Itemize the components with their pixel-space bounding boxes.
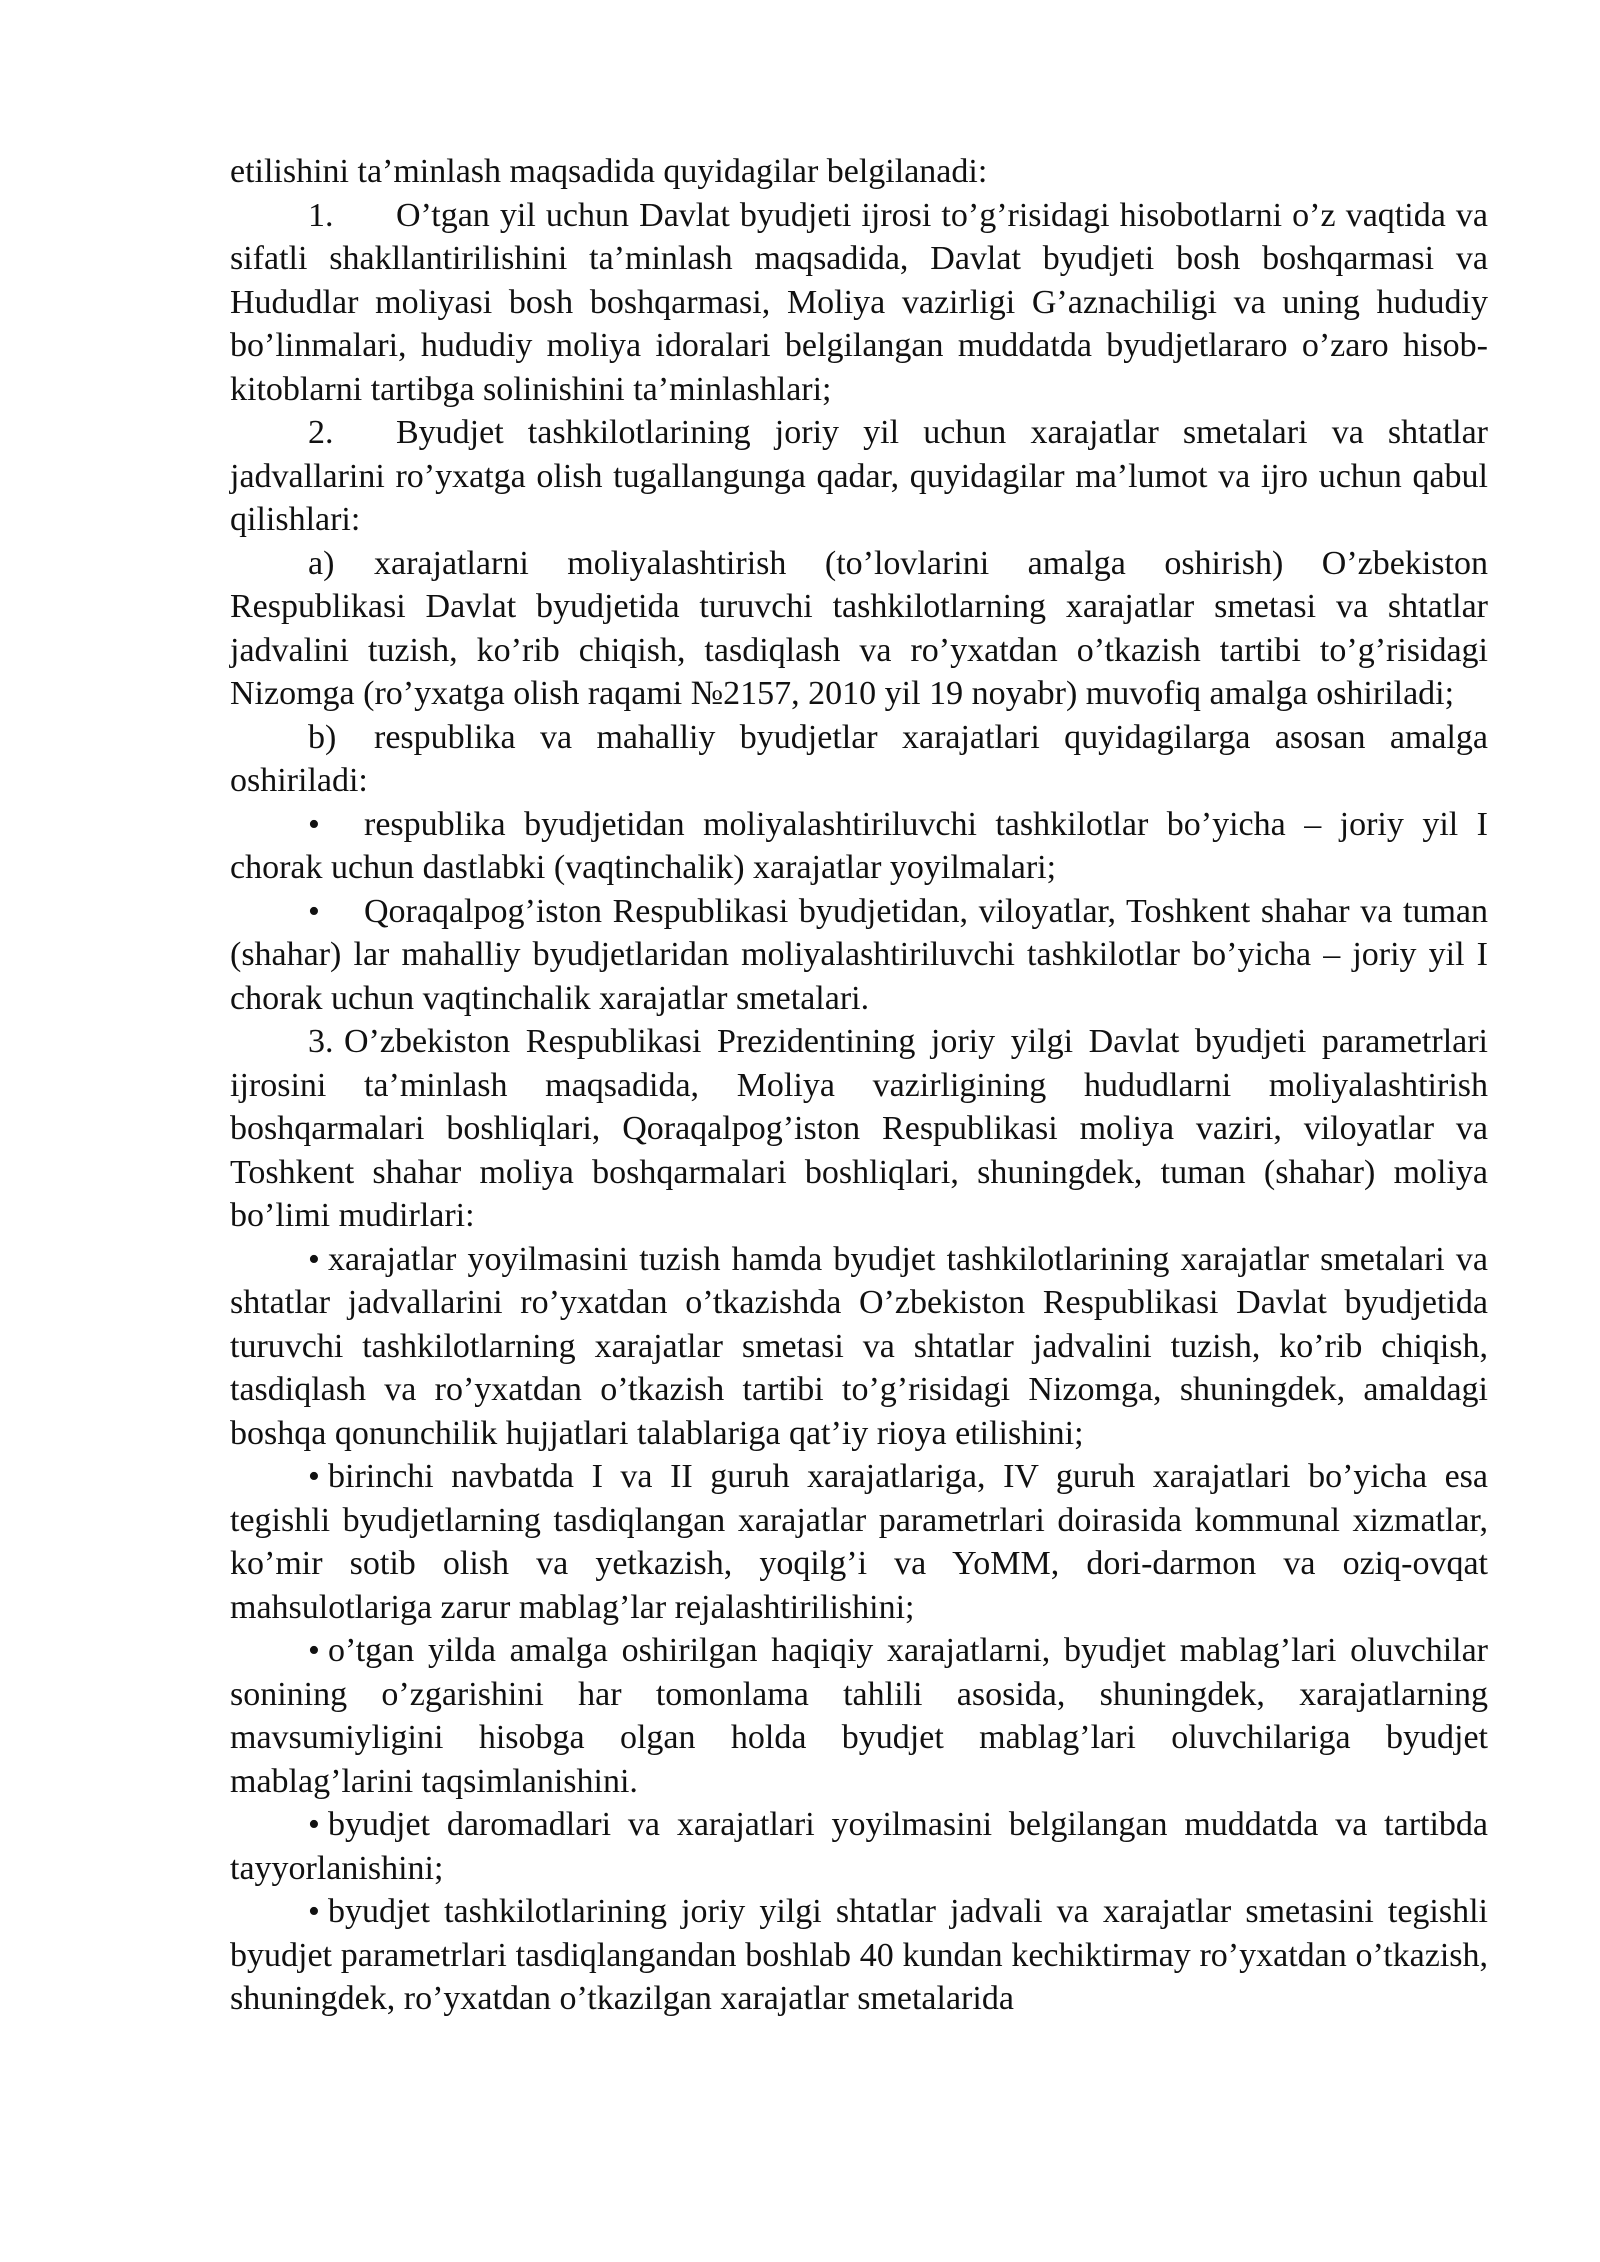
paragraph-text: o’tgan yilda amalga oshirilgan haqiqiy xarajatlarni, byudjet mablag’lari oluvchilar sonining o’zgarishini har tomonlama tahlili asosida, shuningdek, xarajatlarning mavsumiyligini hisobga olgan holda byudjet mablag’lari oluvchilariga byudjet mablag’larini taqsimlanishini. (230, 1632, 1488, 1800)
numbered-item-3 (230, 1020, 1488, 1238)
paragraph-text: etilishini ta’minlash maqsadida quyidagilar belgilanadi: (230, 153, 988, 190)
bullet-icon: • (308, 1893, 320, 1930)
paragraph-text: xarajatlarni moliyalashtirish (to’lovlarini amalga oshirish) O’zbekiston Respublikasi Davlat byudjetida turuvchi tashkilotlarning xarajatlar smetasi va shtatlar jadvalini tuzish, ko’rib chiqish, tasdiqlash va ro’yxatdan o’tkazish tartibi to’g’risidagi Nizomga (ro’yxatga olish raqami №2157, 2010 yil 19 noyabr) muvofiq amalga oshiriladi; (230, 544, 1488, 712)
bullet-item (230, 1455, 1488, 1629)
item-number: 3. (308, 1023, 334, 1060)
paragraph-text: Byudjet tashkilotlarining joriy yil uchun xarajatlar smetalari va shtatlar jadvallarini ro’yxatga olish tugallangunga qadar, quyidagilar ma’lumot va ijro uchun qabul qilishlari: (230, 414, 1488, 538)
numbered-item-1 (230, 194, 1488, 412)
paragraph-text: byudjet tashkilotlarining joriy yilgi shtatlar jadvali va xarajatlar smetasini tegishli byudjet parametrlari tasdiqlangandan boshlab 40 kundan kechiktirmay ro’yxatdan o’tkazish, shuningdek, ro’yxatdan o’tkazilgan xarajatlar smetalarida (230, 1893, 1488, 2017)
paragraph-text: respublika byudjetidan moliyalashtiriluvchi tashkilotlar bo’yicha – joriy yil I chorak uchun dastlabki (vaqtinchalik) xarajatlar yoyilmalari; (230, 805, 1488, 886)
item-number: 1. (308, 196, 334, 234)
item-number: 2. (308, 414, 334, 451)
lettered-item-a (230, 542, 1488, 716)
bullet-icon: • (308, 1458, 320, 1495)
paragraph-text: xarajatlar yoyilmasini tuzish hamda byudjet tashkilotlarining xarajatlar smetalari va shtatlar jadvallarini ro’yxatdan o’tkazishda O’zbekiston Respublikasi Davlat byudjetida turuvchi tashkilotlarning xarajatlar smetasi va shtatlar jadvalini tuzish, ko’rib chiqish, tasdiqlash va ro’yxatdan o’tkazish tartibi to’g’risidagi Nizomga, shuningdek, amaldagi boshqa qonunchilik hujjatlari talablariga qat’iy rioya etilishini; (230, 1240, 1488, 1452)
item-letter: a) (308, 544, 335, 582)
bullet-item (230, 1803, 1488, 1890)
lettered-item-b (230, 716, 1488, 803)
bullet-item (230, 1238, 1488, 1456)
bullet-icon: • (308, 1632, 320, 1669)
paragraph-text: Qoraqalpog’iston Respublikasi byudjetidan, viloyatlar, Toshkent shahar va tuman (shahar) lar mahalliy byudjetlaridan moliyalashtiriluvchi tashkilotlar bo’yicha – joriy yil I chorak uchun vaqtinchalik xarajatlar smetalari. (230, 892, 1488, 1017)
bullet-icon: • (308, 892, 320, 930)
paragraph-text: byudjet daromadlari va xarajatlari yoyilmasini belgilangan muddatda va tartibda tayyorlanishini; (230, 1806, 1488, 1887)
paragraph-intro-continuation (230, 150, 1488, 194)
bullet-item (230, 1890, 1488, 2021)
paragraph-text: O’tgan yil uchun Davlat byudjeti ijrosi to’g’risidagi hisobotlarni o’z vaqtida va sifatli shakllantirilishini ta’minlash maqsadida, Davlat byudjeti bosh boshqarmasi va Hududlar moliyasi bosh boshqarmasi, Moliya vazirligi G’aznachiligi va uning hududiy bo’linmalari, hududiy moliya idoralari belgilangan muddatda byudjetlararo o’zaro hisob-kitoblarni tartibga solinishini ta’minlashlari; (230, 196, 1488, 408)
paragraph-text: respublika va mahalliy byudjetlar xarajatlari quyidagilarga asosan amalga oshiriladi: (230, 718, 1488, 799)
bullet-icon: • (308, 805, 320, 843)
bullet-icon: • (308, 1806, 320, 1843)
document-page (230, 150, 1488, 2021)
numbered-item-2 (230, 411, 1488, 542)
bullet-icon: • (308, 1240, 320, 1278)
bullet-item (230, 890, 1488, 1021)
bullet-item (230, 1629, 1488, 1803)
paragraph-text: O’zbekiston Respublikasi Prezidentining joriy yilgi Davlat byudjeti parametrlari ijrosini ta’minlash maqsadida, Moliya vazirligining hududlarni moliyalashtirish boshqarmalari boshliqlari, Qoraqalpog’iston Respublikasi moliya vaziri, viloyatlar va Toshkent shahar moliya boshqarmalari boshliqlari, shuningdek, tuman (shahar) moliya bo’limi mudirlari: (230, 1023, 1488, 1234)
bullet-item (230, 803, 1488, 890)
paragraph-text: birinchi navbatda I va II guruh xarajatlariga, IV guruh xarajatlari bo’yicha esa tegishli byudjetlarning tasdiqlangan xarajatlar parametrlari doirasida kommunal xizmatlar, ko’mir sotib olish va yetkazish, yoqilg’i va YoMM, dori-darmon va oziq-ovqat mahsulotlariga zarur mablag’lar rejalashtirilishini; (230, 1458, 1488, 1626)
item-letter: b) (308, 718, 337, 756)
